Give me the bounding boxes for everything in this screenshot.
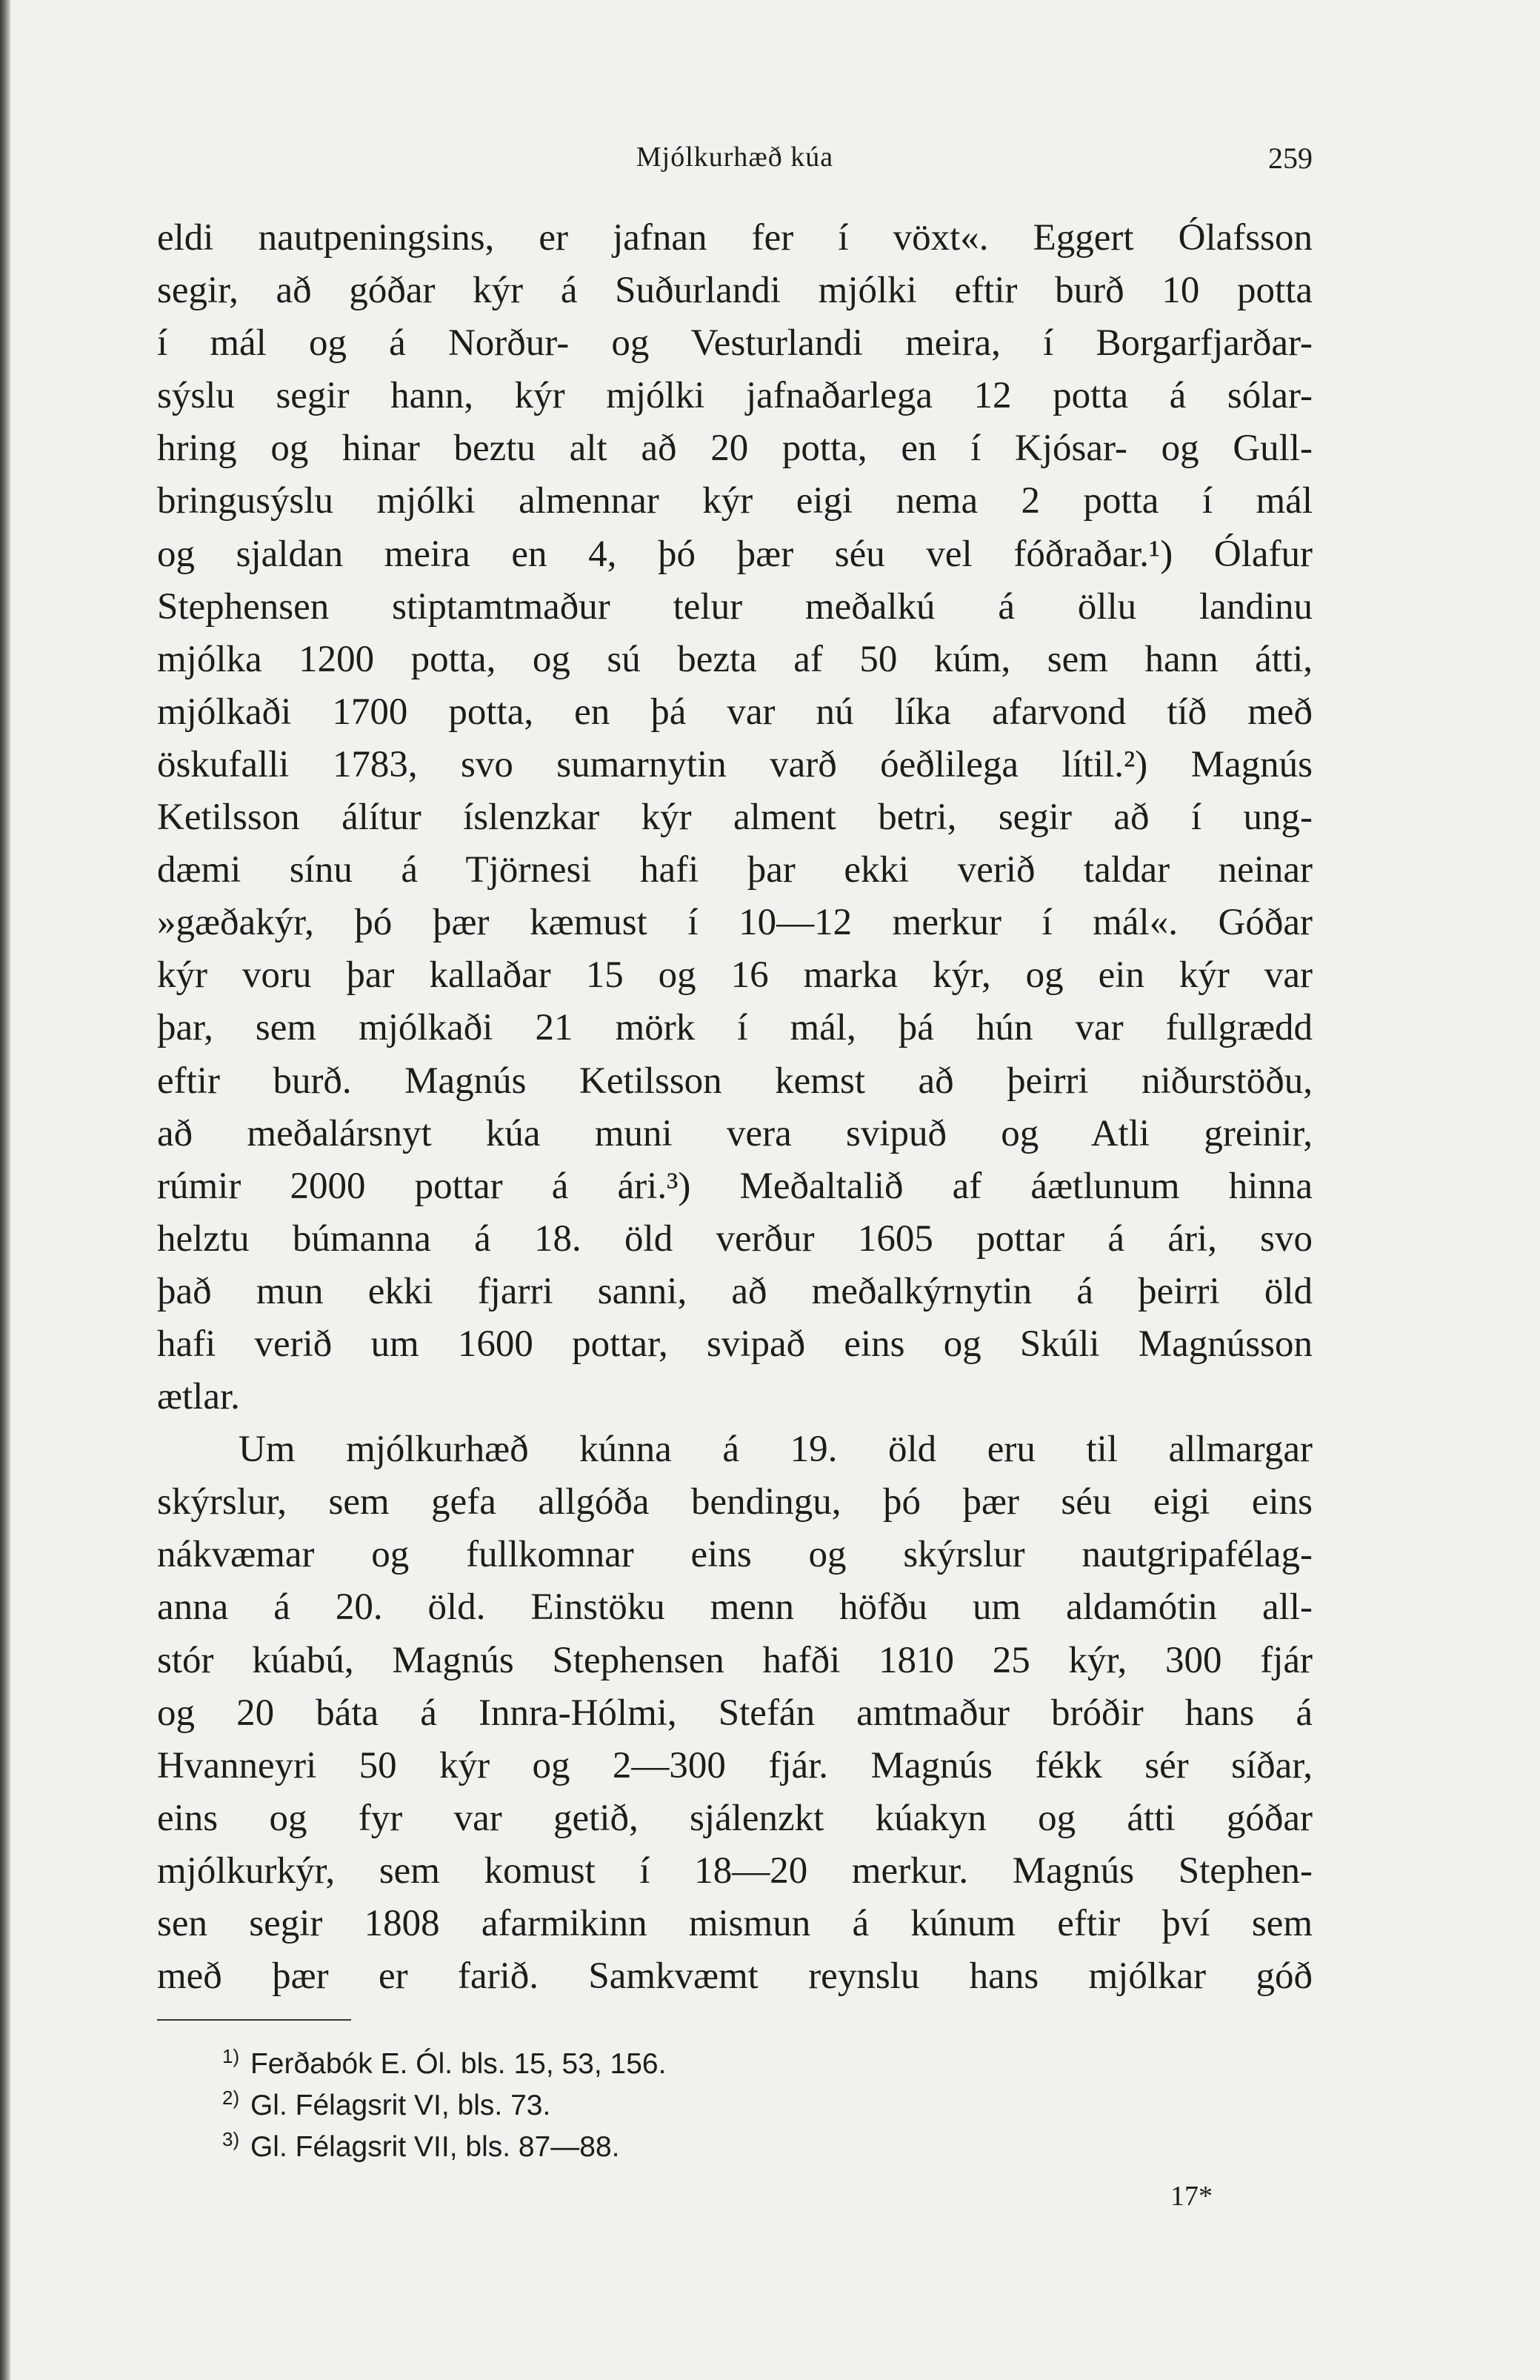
footnote	[222, 2085, 1111, 2127]
footnote-text: Gl. Félagsrit VI, bls. 73.	[250, 2090, 551, 2121]
footnote-divider	[157, 2019, 351, 2021]
text-line: skýrslur, sem gefa allgóða bendingu, þó þær séu eigi eins	[157, 1481, 1313, 1523]
footnote	[222, 2044, 1111, 2085]
text-line: nákvæmar og fullkomnar eins og skýrslur nautgripafélag-	[157, 1534, 1313, 1576]
text-line: með þær er farið. Samkvæmt reynslu hans mjólkar góð	[157, 1955, 1313, 1998]
text-line: Hvanneyri 50 kýr og 2—300 fjár. Magnús fékk sér síðar,	[157, 1744, 1313, 1786]
text-line: dæmi sínu á Tjörnesi hafi þar ekki verið taldar neinar	[157, 849, 1313, 891]
footnote-marker: 3)	[222, 2128, 240, 2150]
text-line: það mun ekki fjarri sanni, að meðalkýrnytin á þeirri öld	[157, 1270, 1313, 1312]
text-line: í mál og á Norður- og Vesturlandi meira, í Borgarfjarðar-	[157, 322, 1313, 365]
footnote-text: Gl. Félagsrit VII, bls. 87—88.	[250, 2131, 620, 2163]
text-line: bringusýslu mjólki almennar kýr eigi nema 2 potta í mál	[157, 480, 1313, 522]
text-line: eldi nautpeningsins, er jafnan fer í vöxt«. Eggert Ólafsson	[157, 217, 1313, 259]
text-line: Stephensen stiptamtmaður telur meðalkú á öllu landinu	[157, 585, 1313, 628]
footnotes	[222, 2044, 1111, 2168]
signature-mark: 17*	[1170, 2181, 1213, 2212]
text-line: sýslu segir hann, kýr mjólki jafnaðarlega 12 potta á sólar-	[157, 375, 1313, 417]
body-text	[157, 212, 1313, 2003]
text-line: helztu búmanna á 18. öld verður 1605 pottar á ári, svo	[157, 1217, 1313, 1260]
text-line: og 20 báta á Innra-Hólmi, Stefán amtmaður bróðir hans á	[157, 1692, 1313, 1734]
text-line: mjólkaði 1700 potta, en þá var nú líka afarvond tíð með	[157, 691, 1313, 733]
page-number: 259	[1268, 142, 1313, 175]
text-line: kýr voru þar kallaðar 15 og 16 marka kýr, og ein kýr var	[157, 954, 1313, 997]
text-line: eftir burð. Magnús Ketilsson kemst að þeirri niðurstöðu,	[157, 1060, 1313, 1102]
text-line: Ketilsson álítur íslenzkar kýr alment betri, segir að í ung-	[157, 797, 1313, 839]
text-line: segir, að góðar kýr á Suðurlandi mjólki eftir burð 10 potta	[157, 270, 1313, 312]
running-head	[157, 141, 1313, 185]
text-line: og sjaldan meira en 4, þó þær séu vel fóðraðar.¹) Ólafur	[157, 533, 1313, 575]
text-line: að meðalársnyt kúa muni vera svipuð og Atli greinir,	[157, 1112, 1313, 1154]
text-line: anna á 20. öld. Einstöku menn höfðu um aldamótin all-	[157, 1586, 1313, 1629]
text-line: mjólkurkýr, sem komust í 18—20 merkur. Magnús Stephen-	[157, 1849, 1313, 1892]
footnote-marker: 2)	[222, 2087, 240, 2109]
text-line: sen segir 1808 afarmikinn mismun á kúnum eftir því sem	[157, 1903, 1313, 1944]
footnote-text: Ferðabók E. Ól. bls. 15, 53, 156.	[250, 2048, 667, 2080]
text-line: hafi verið um 1600 pottar, svipað eins og Skúli Magnússon	[157, 1323, 1313, 1365]
text-line: eins og fyr var getið, sjálenzkt kúakyn og átti góðar	[157, 1797, 1313, 1839]
paragraph-end-line: ætlar.	[157, 1376, 240, 1418]
paragraph-start-line: Um mjólkurhæð kúnna á 19. öld eru til allmargar	[239, 1429, 1313, 1471]
text-line: »gæðakýr, þó þær kæmust í 10—12 merkur í mál«. Góðar	[157, 902, 1313, 944]
text-line: stór kúabú, Magnús Stephensen hafði 1810 25 kýr, 300 fjár	[157, 1639, 1313, 1681]
footnote-marker: 1)	[222, 2045, 240, 2067]
text-line: þar, sem mjólkaði 21 mörk í mál, þá hún var fullgrædd	[157, 1007, 1313, 1049]
running-title: Mjólkurhæð kúa	[636, 142, 834, 173]
text-line: öskufalli 1783, svo sumarnytin varð óeðlilega lítil.²) Magnús	[157, 743, 1313, 785]
binding-edge	[0, 0, 10, 2380]
text-line: hring og hinar beztu alt að 20 potta, en í Kjósar- og Gull-	[157, 428, 1313, 470]
text-line: rúmir 2000 pottar á ári.³) Meðaltalið af áætlunum hinna	[157, 1165, 1313, 1207]
footnote	[222, 2127, 1111, 2168]
text-line: mjólka 1200 potta, og sú bezta af 50 kúm, sem hann átti,	[157, 638, 1313, 680]
